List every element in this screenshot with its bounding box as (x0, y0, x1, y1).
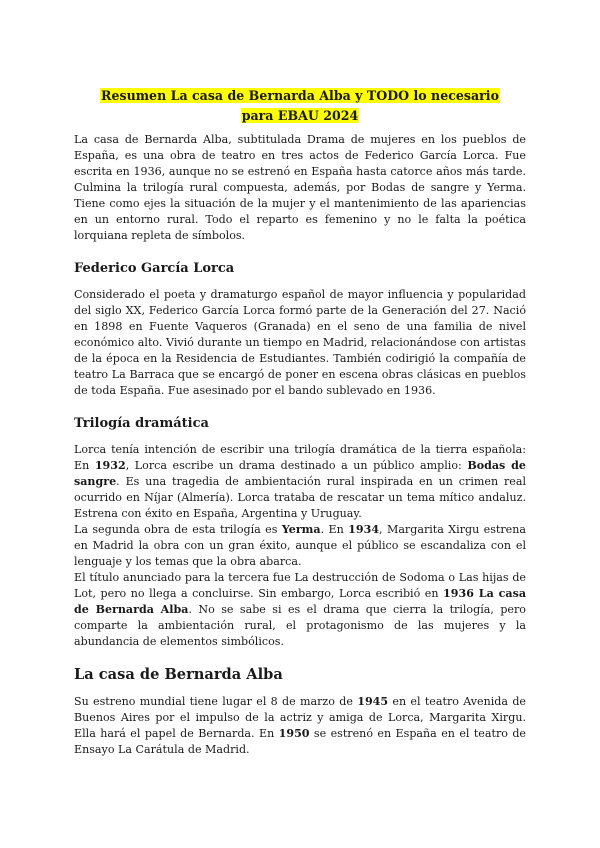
lorca-paragraph: Considerado el poeta y dramaturgo español de mayor influencia y popularidad del siglo XX, Federico García Lorca formó parte de la Generación del 27. Nació en 1898 en Fuente Vaqueros (Granada) en el seno de una familia de nivel económico alto. Vivió durante un tiempo en Madrid, relacionándose con artistas de la época en la Residencia de Estudiantes. También codirigió la compañía de teatro La Barraca que se encargó de poner en escena obras clásicas en pueblos de toda España. Fue asesinado por el bando sublevado en 1936. (74, 288, 526, 397)
text-run: Lorca tenía intención de escribir una trilogía dramática de la tierra española: En (74, 443, 526, 472)
text-run: El título anunciado para la tercera fue La destrucción de Sodoma o Las hijas de Lot, pero no llega a concluirse. Sin embargo, Lorca escribió en (74, 571, 526, 600)
title-line-1: Resumen La casa de Bernarda Alba y TODO lo necesario (101, 88, 499, 103)
text-run: Su estreno mundial tiene lugar el 8 de marzo de (74, 695, 358, 708)
heading-trilogia-dramatica: Trilogía dramática (74, 416, 209, 431)
bold-run: 1945 (357, 695, 389, 708)
intro-paragraph: La casa de Bernarda Alba, subtitulada Drama de mujeres en los pueblos de España, es una obra de teatro en tres actos de Federico García Lorca. Fue escrita en 1936, aunque no se estrenó en España hasta catorce años más tarde. Culmina la trilogía rural compuesta, además, por Bodas de sangre y Yerma. Tiene como ejes la situación de la mujer y el mantenimiento de las apariencias en un entorno rural. Todo el reparto es femenino y no le falta la poética lorquiana repleta de símbolos. (74, 133, 526, 242)
heading-federico-garcia-lorca: Federico García Lorca (74, 261, 235, 276)
heading-la-casa-de-bernarda-alba: La casa de Bernarda Alba (74, 666, 283, 683)
text-run: en el teatro Avenida de Buenos Aires por el impulso de la actriz y amiga de Lorca, Margarita Xirgu. Ella hará el papel de Bernarda. En (74, 695, 526, 740)
bernarda-paragraph (74, 694, 526, 758)
trilogia-paragraph-2 (74, 522, 526, 570)
document-title (74, 86, 526, 126)
text-run: . No se sabe si es el drama que cierra la trilogía, pero comparte la ambientación rural, el protagonismo de las mujeres y la abundancia de elementos simbólicos. (74, 603, 526, 648)
text-run: La segunda obra de esta trilogía es (74, 523, 282, 536)
bold-run: Yerma (281, 523, 321, 536)
text-run: , Lorca escribe un drama destinado a un público amplio: (125, 459, 468, 472)
text-run: se estrenó en España en el teatro de Ensayo La Carátula de Madrid. (74, 727, 526, 756)
bold-run: 1936 La casa de Bernarda Alba (74, 587, 527, 616)
trilogia-paragraph-3 (74, 570, 526, 650)
text-run: . Es una tragedia de ambientación rural inspirada en un crimen real ocurrido en Níjar (Almería). Lorca trataba de rescatar un tema mítico andaluz. Estrena con éxito en España, Argentina y Uruguay. (74, 475, 526, 520)
bold-run: 1932 (94, 459, 126, 472)
text-run: . En (320, 523, 349, 536)
bold-run: 1950 (278, 727, 310, 740)
bold-run: 1934 (348, 523, 380, 536)
trilogia-paragraph-1 (74, 442, 526, 522)
bold-run: Bodas de sangre (74, 459, 526, 488)
text-run: , Margarita Xirgu estrena en Madrid la obra con un gran éxito, aunque el público se escandaliza con el lenguaje y los temas que la obra abarca. (74, 523, 526, 568)
title-line-2: para EBAU 2024 (241, 108, 359, 123)
